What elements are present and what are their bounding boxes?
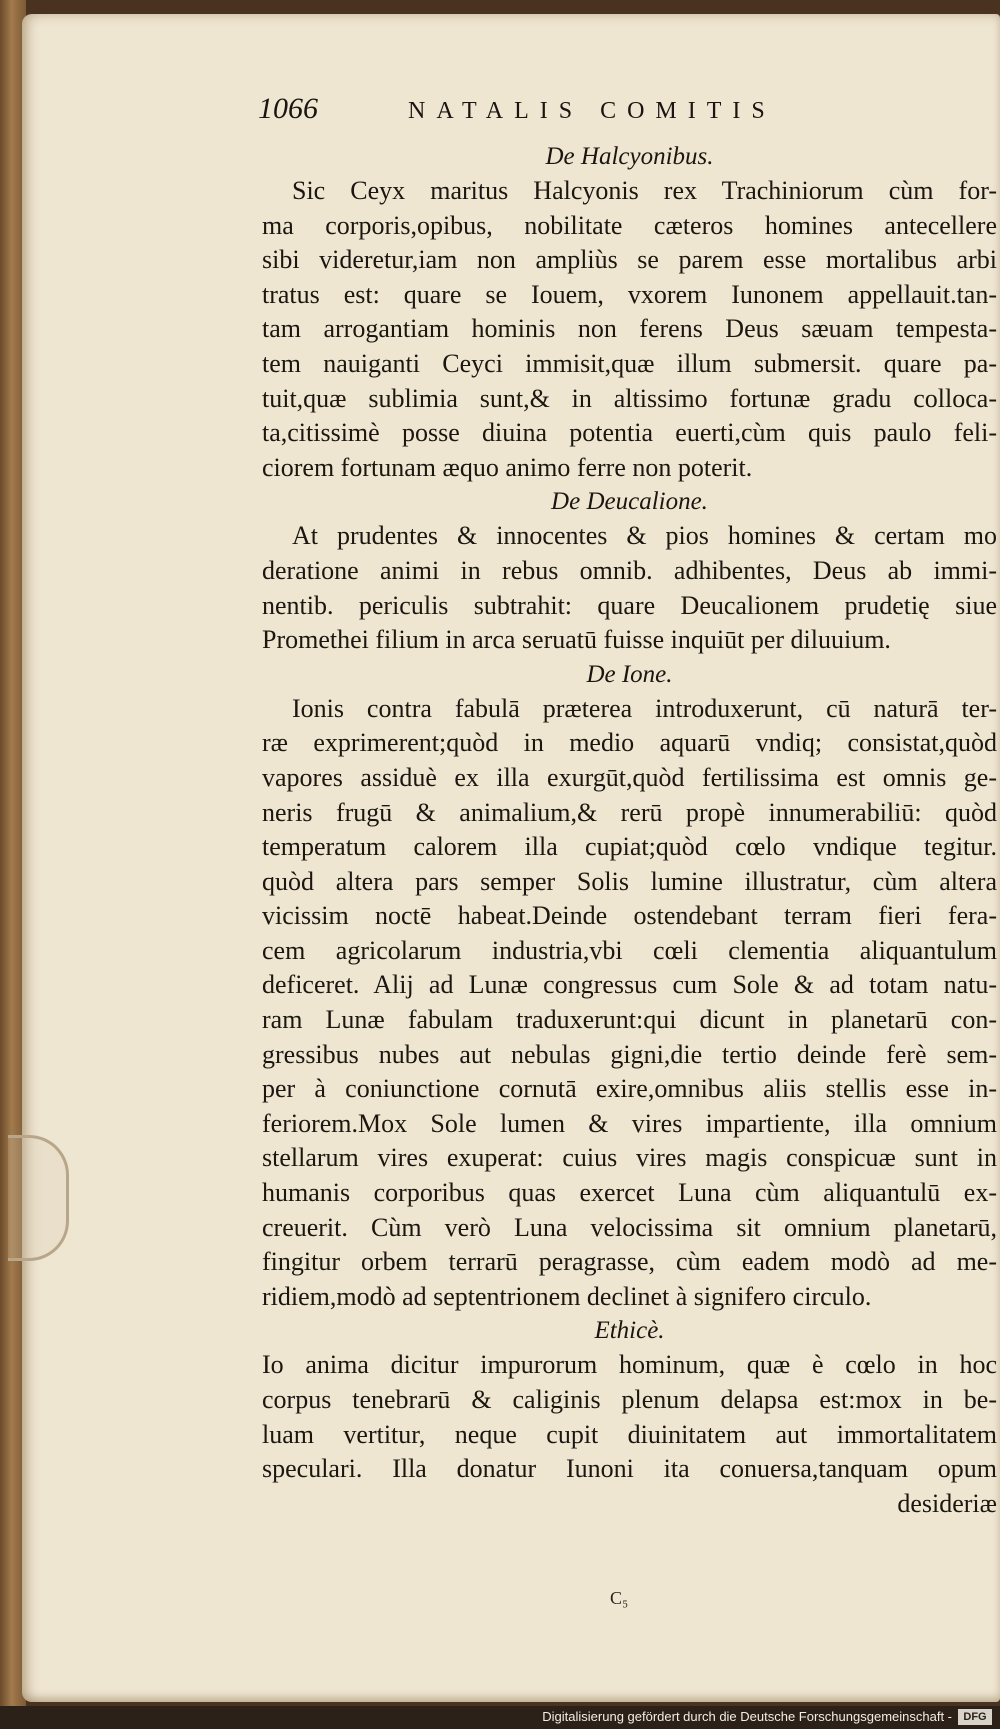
text-line: corpus tenebrarū & caliginis plenum delapsa est:mox in be- [262,1385,997,1414]
text-line: vicissim noctē habeat.Deinde ostendebant terram fieri fera- [262,901,997,931]
text-line: Ionis contra fabulā præterea introduxerunt, cū naturā ter- [292,693,997,723]
text-line: ræ exprimerent;quòd in medio aquarū vndiq; consistat,quòd [262,728,997,758]
running-title: NATALIS COMITIS [408,98,776,124]
section-heading: Ethicè. [594,1317,665,1345]
section-heading: De Ione. [586,660,673,688]
text-line: deficeret. Alij ad Lunæ congressus cum Sole & ad totam natu- [262,970,997,1000]
text-line: luam vertitur, neque cupit diuinitatem aut immortalitatem [262,1419,997,1449]
text-line: ma corporis,opibus, nobilitate cæteros homines antecellere [262,210,997,240]
text-line: cem agricolarum industria,vbi cœli clementia aliquantulum [262,935,997,965]
text-line: creuerit. Cùm verò Luna velocissima sit omnium planetarū, [262,1212,997,1242]
text-line: tuit,quæ sublimia sunt,& in altissimo fortunæ gradu colloca- [262,383,997,413]
text-line: ram Lunæ fabulam traduxerunt:qui dicunt in planetarū con- [262,1005,997,1035]
text-line: ridiem,modò ad septentrionem declinet à signifero circulo. [262,1281,872,1311]
page-clasp [8,1135,69,1261]
page-header [258,92,858,132]
text-line: quòd altera pars semper Solis lumine illustratur, cùm altera [262,866,997,896]
text-line: gressibus nubes aut nebulas gigni,die tertio deinde ferè sem- [262,1039,997,1069]
section-heading: De Deucalione. [551,488,708,516]
dfg-logo: DFG [958,1709,992,1725]
text-line: Sic Ceyx maritus Halcyonis rex Trachiniorum cùm for- [292,176,997,205]
text-line: neris frugū & animalium,& rerū propè innumerabiliū: quòd [262,797,997,827]
text-line: humanis corporibus quas exercet Luna cùm aliquantulū ex- [262,1178,997,1208]
text-line: tam arrogantiam hominis non ferens Deus sæuam tempesta- [262,314,997,344]
text-line: speculari. Illa donatur Iunoni ita conuersa,tanquam opum [262,1454,997,1484]
section-heading: De Halcyonibus. [545,143,714,170]
catchword: desideriæ [897,1488,997,1518]
text-line: vapores assiduè ex illa exurgūt,quòd fertilissima est omnis ge- [262,762,997,792]
text-line: tratus est: quare se Iouem, vxorem Iunonem appellauit.tan- [262,279,997,309]
footer-bar [0,1706,1000,1729]
text-line: deratione animi in rebus omnib. adhibentes, Deus ab immi- [262,555,997,585]
text-line: nentib. periculis subtrahit: quare Deucalionem prudetię siue [262,590,997,620]
text-line: temperatum calorem illa cupiat;quòd cœlo vndique tegitur. [262,832,997,862]
text-line: At prudentes & innocentes & pios homines & certam mo [292,521,997,551]
text-line: ciorem fortunam æquo animo ferre non poterit. [262,452,753,482]
text-line: Io anima dicitur impurorum hominum, quæ è cœlo in hoc [262,1350,997,1380]
text-line: feriorem.Mox Sole lumen & vires impartiente, illa omnium [262,1108,997,1138]
text-line: fingitur orbem terrarū peragrasse, cùm eadem modò ad me- [262,1247,997,1277]
text-line: Promethei filium in arca seruatū fuisse inquiūt per diluuium. [262,625,891,655]
page-number: 1066 [258,92,318,125]
text-line: tem nauiganti Ceyci immisit,quæ illum submersit. quare pa- [262,348,997,378]
text-line: ta,citissimè posse diuina potentia euerti,cùm quis paulo feli- [262,418,997,448]
footer-credit: Digitalisierung gefördert durch die Deutsche Forschungsgemeinschaft - [542,1709,952,1724]
body-text [262,140,997,1521]
text-line: per à coniunctione cornutā exire,omnibus aliis stellis esse in- [262,1074,997,1104]
signature-mark: C₅ [610,1588,629,1608]
text-line: sibi videretur,iam non ampliùs se parem esse mortalibus arbi [262,245,997,275]
text-line: stellarum vires exuperat: cuius vires magis conspicuæ sunt in [262,1143,997,1173]
